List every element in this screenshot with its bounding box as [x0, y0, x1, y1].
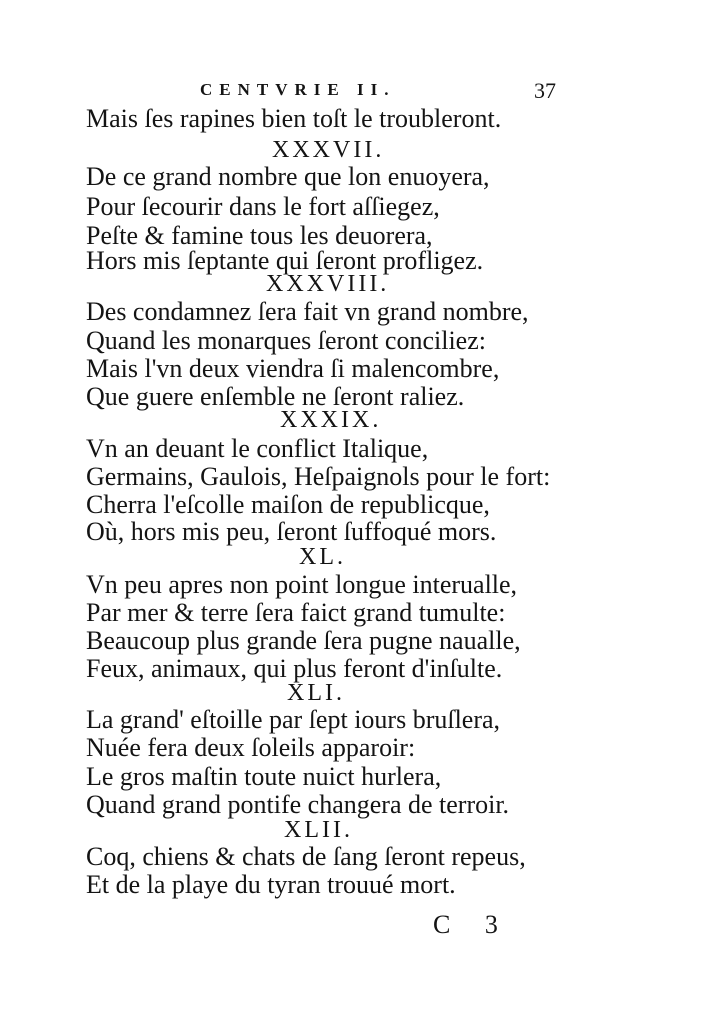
running-head: CENTVRIE II. [200, 80, 396, 99]
verse-line: Pour ſecourir dans le fort aſſiegez, [86, 192, 440, 221]
verse-line: Vn peu apres non point longue interualle, [86, 570, 518, 599]
verse-line: Par mer & terre ſera faict grand tumulte: [86, 598, 506, 627]
quatrain-numeral: XXXVII. [272, 137, 385, 163]
quatrain-numeral: XLI. [287, 680, 345, 706]
verse-line: Mais l'vn deux viendra ſi malencombre, [86, 354, 500, 383]
quatrain-numeral: XXXIX. [280, 407, 382, 433]
verse-line: Quand les monarques ſeront conciliez: [86, 326, 486, 355]
verse-line: Où, hors mis peu, ſeront ſuffoqué mors. [86, 517, 497, 546]
verse-line: Cherra l'eſcolle maiſon de republicque, [86, 490, 490, 519]
verse-line: Quand grand pontife changera de terroir. [86, 790, 510, 819]
verse-line: De ce grand nombre que lon enuoyera, [86, 162, 490, 191]
quatrain-numeral: XLII. [284, 817, 353, 843]
verse-line: Que guere enſemble ne ſeront raliez. [86, 382, 465, 411]
verse-line: Nuée fera deux ſoleils apparoir: [86, 733, 416, 762]
verse-line: Hors mis ſeptante qui ſeront profligez. [86, 246, 484, 275]
carryover-line: Mais ſes rapines bien toſt le troubleront. [86, 104, 502, 133]
verse-line: Et de la playe du tyran trouué mort. [86, 870, 456, 899]
verse-line: Coq, chiens & chats de ſang ſeront repeus, [86, 842, 526, 871]
verse-line: Beaucoup plus grande ſera pugne naualle, [86, 626, 521, 655]
signature-mark: C 3 [433, 910, 512, 939]
verse-line: Peſte & famine tous les deuorera, [86, 221, 433, 250]
verse-line: Le gros maſtin toute nuict hurlera, [86, 762, 442, 791]
quatrain-numeral: XL. [299, 544, 346, 570]
verse-line: Vn an deuant le conflict Italique, [86, 434, 429, 463]
verse-line: Germains, Gaulois, Heſpaignols pour le fort: [86, 462, 551, 491]
verse-line: La grand' eſtoille par ſept iours bruſlera, [86, 705, 501, 734]
quatrain-numeral: XXXVIII. [266, 271, 390, 297]
verse-line: Des condamnez ſera fait vn grand nombre, [86, 297, 529, 326]
page-number: 37 [534, 78, 556, 103]
verse-line: Feux, animaux, qui plus feront d'inſulte. [86, 654, 503, 683]
